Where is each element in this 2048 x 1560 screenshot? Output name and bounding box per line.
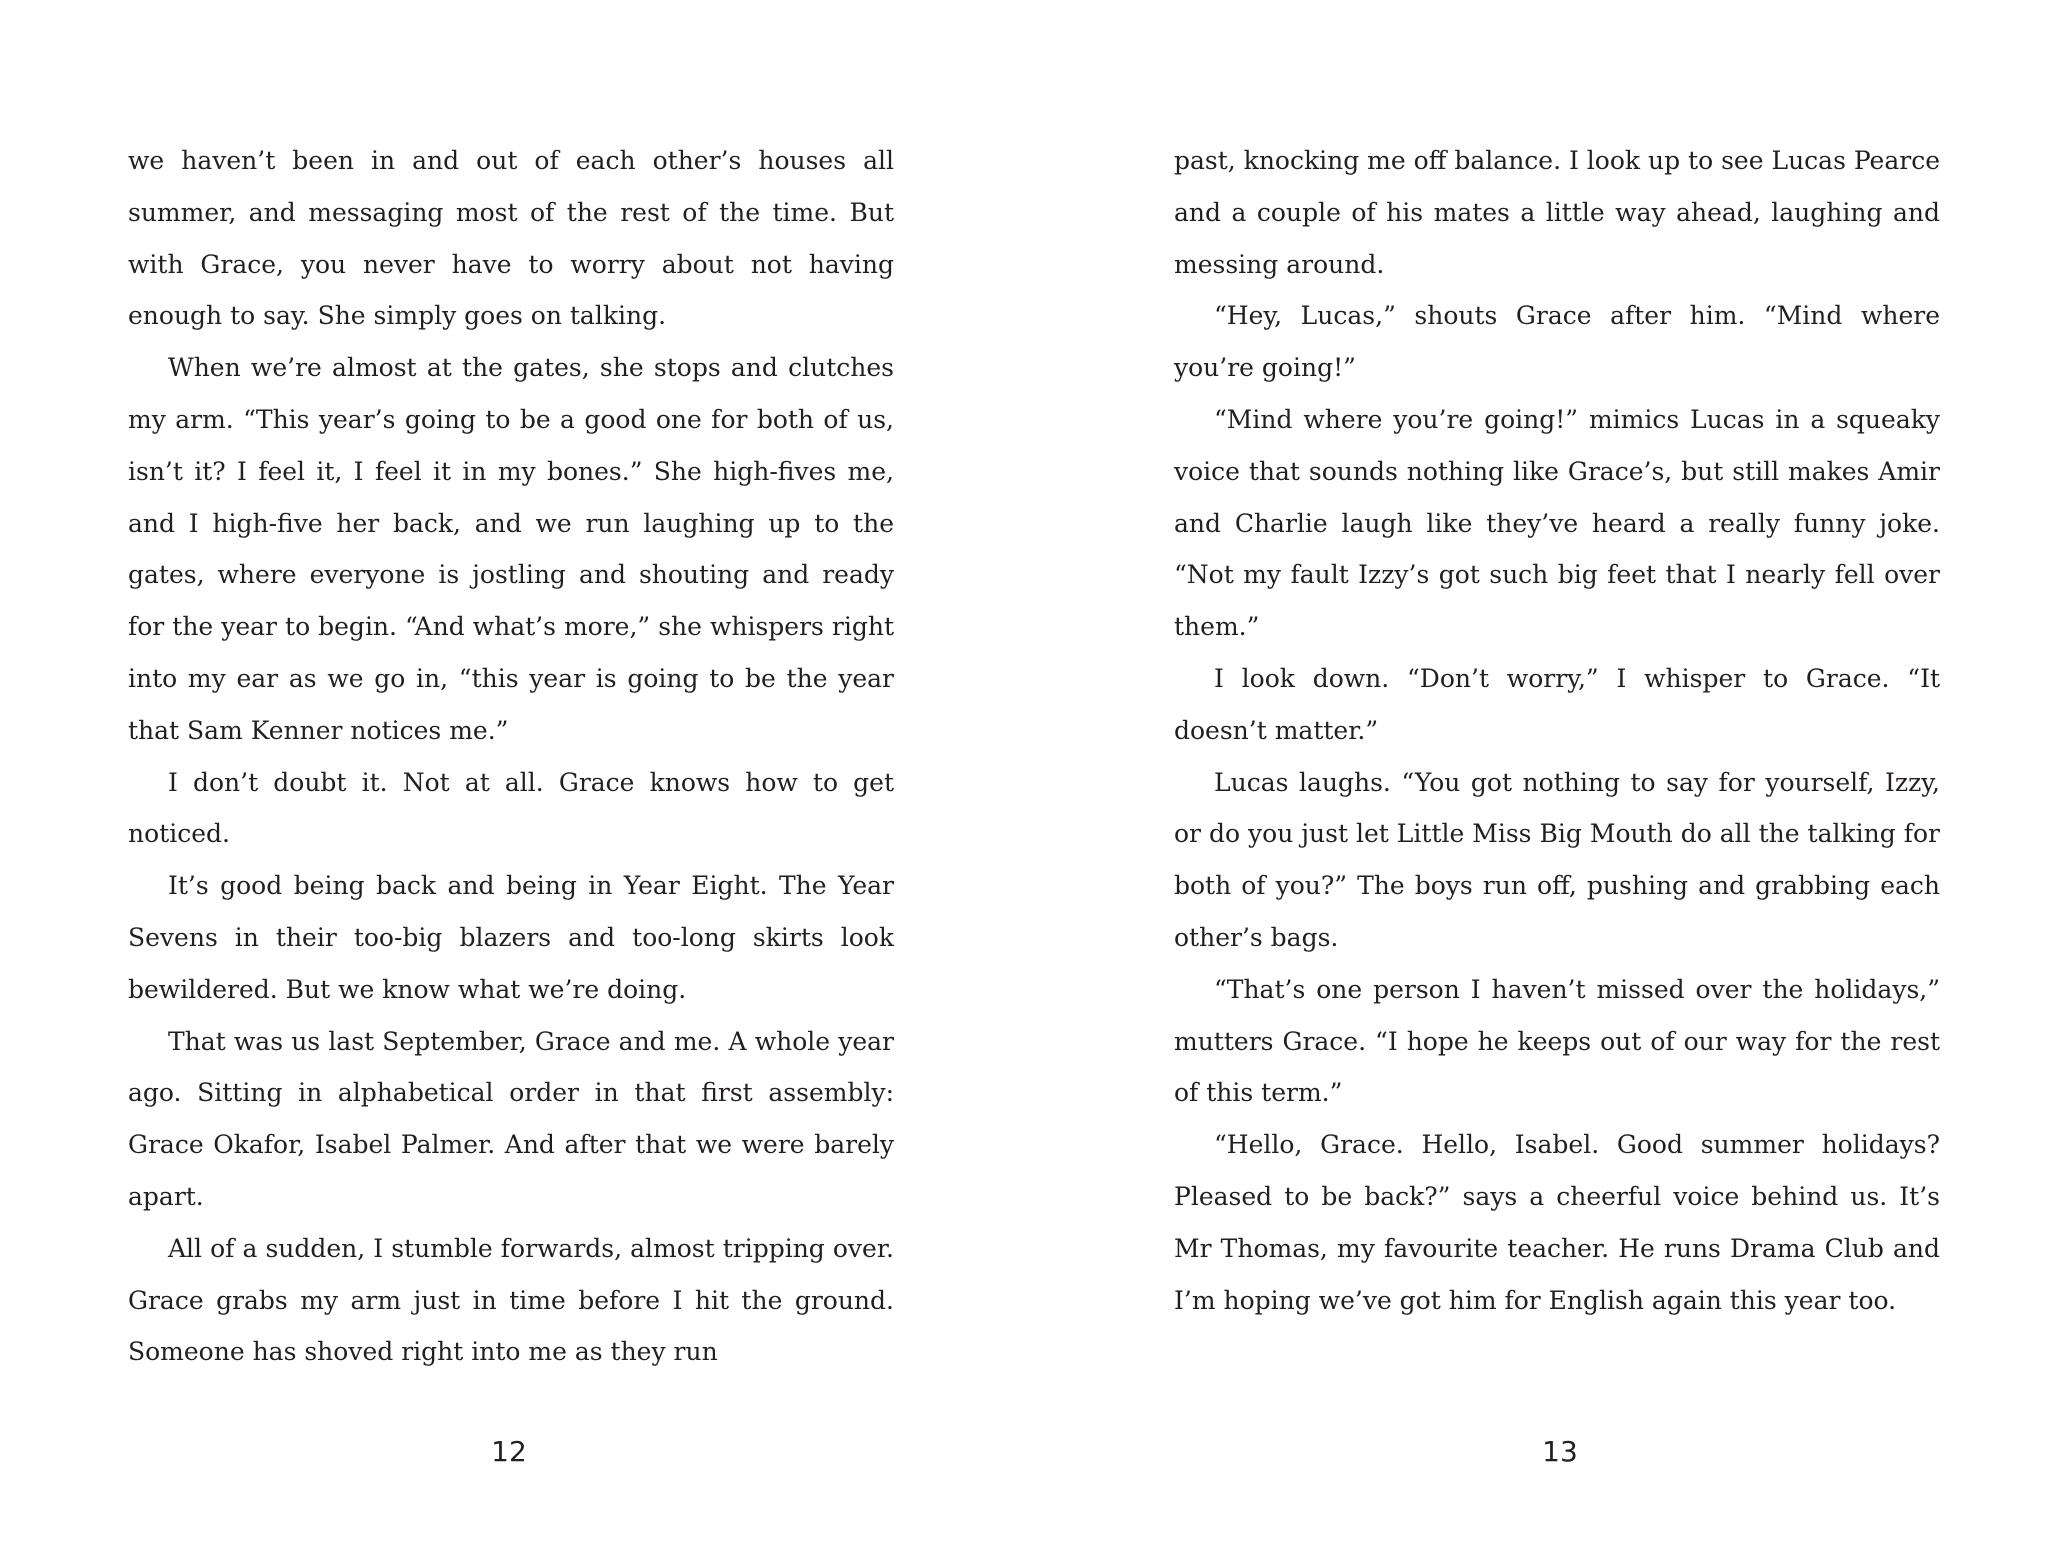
paragraph: “Mind where you’re going!” mimics Lucas in a squeaky voice that sounds nothing like Grace’s, but still makes Amir and Charlie laugh like they’ve heard a really funny joke. “Not my fault Izzy’s got such big feet that I nearly fell over them.” [1174, 404, 1940, 642]
paragraph: I look down. “Don’t worry,” I whisper to Grace. “It doesn’t matter.” [1174, 663, 1940, 745]
right-page-text [1174, 135, 1940, 1326]
right-page [1174, 135, 1940, 1395]
paragraph: When we’re almost at the gates, she stops and clutches my arm. “This year’s going to be a good one for both of us, isn’t it? I feel it, I feel it in my bones.” She high-fives me, and I high-five her back, and we run laughing up to the gates, where everyone is jostling and shouting and ready for the year to begin. “And what’s more,” she whispers right into my ear as we go in, “this year is going to be the year that Sam Kenner notices me.” [128, 353, 894, 745]
paragraph: past, knocking me off balance. I look up to see Lucas Pearce and a couple of his mates a little way ahead, laughing and messing around. [1174, 146, 1940, 279]
page-number-left: 12 [491, 1435, 527, 1468]
paragraph: I don’t doubt it. Not at all. Grace knows how to get noticed. [128, 767, 894, 849]
paragraph: “That’s one person I haven’t missed over the holidays,” mutters Grace. “I hope he keeps out of our way for the rest of this term.” [1174, 974, 1940, 1108]
paragraph: That was us last September, Grace and me. A whole year ago. Sitting in alphabetical order in that first assembly: Grace Okafor, Isabel Palmer. And after that we were barely apart. [128, 1026, 894, 1211]
paragraph: “Hey, Lucas,” shouts Grace after him. “Mind where you’re going!” [1174, 301, 1940, 383]
page-number-right: 13 [1542, 1435, 1578, 1468]
paragraph: Lucas laughs. “You got nothing to say for yourself, Izzy, or do you just let Little Miss Big Mouth do all the talking for both of you?” The boys run off, pushing and grabbing each other’s bags. [1174, 767, 1940, 952]
left-page [128, 135, 894, 1395]
paragraph: It’s good being back and being in Year Eight. The Year Sevens in their too-big blazers and too-long skirts look bewildered. But we know what we’re doing. [128, 871, 894, 1004]
paragraph: we haven’t been in and out of each other’s houses all summer, and messaging most of the rest of the time. But with Grace, you never have to worry about not having enough to say. She simply goes on talking. [128, 146, 894, 331]
paragraph: “Hello, Grace. Hello, Isabel. Good summer holidays? Pleased to be back?” says a cheerful voice behind us. It’s Mr Thomas, my favourite teacher. He runs Drama Club and I’m hoping we’ve got him for English again this year too. [1174, 1130, 1940, 1315]
left-page-text [128, 135, 894, 1378]
paragraph: All of a sudden, I stumble forwards, almost tripping over. Grace grabs my arm just in time before I hit the ground. Someone has shoved right into me as they run [128, 1233, 894, 1367]
